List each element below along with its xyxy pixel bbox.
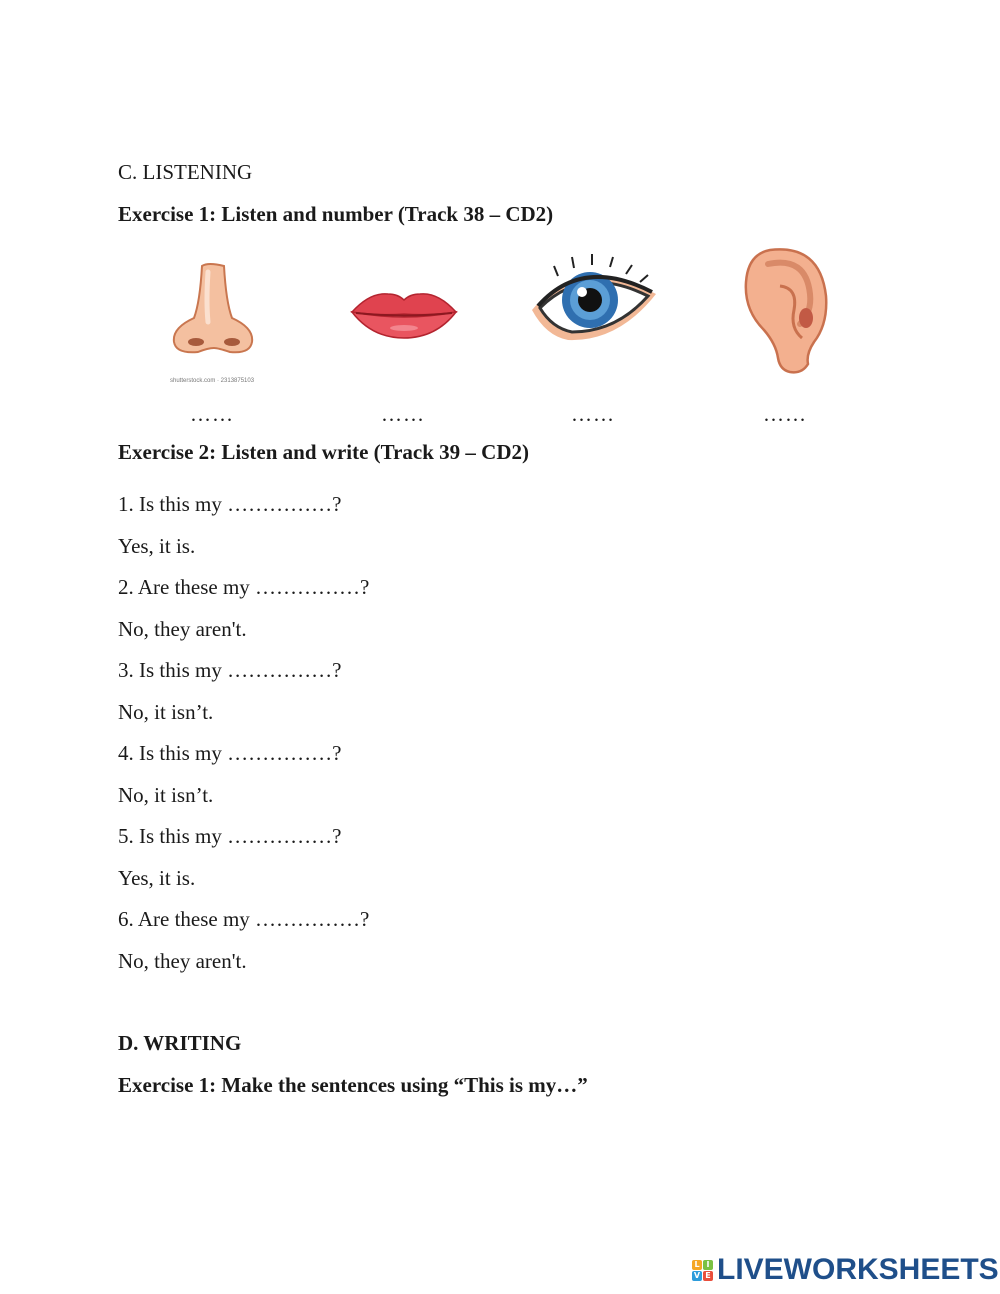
image-credit: shutterstock.com · 2313875103 xyxy=(170,378,255,384)
answer-1: Yes, it is. xyxy=(118,534,196,558)
logo-block-i: I xyxy=(703,1260,713,1270)
question-2[interactable]: 2. Are these my ……………? xyxy=(118,575,370,599)
answer-2: No, they aren't. xyxy=(118,617,247,641)
question-1[interactable]: 1. Is this my ……………? xyxy=(118,492,342,516)
blank-1[interactable]: …… xyxy=(190,402,234,426)
eye-icon xyxy=(528,250,662,346)
section-c-title: C. LISTENING xyxy=(118,160,253,184)
answer-6: No, they aren't. xyxy=(118,949,247,973)
answer-4: No, it isn’t. xyxy=(118,783,214,807)
answer-3: No, it isn’t. xyxy=(118,700,214,724)
exercise-1-title: Exercise 1: Listen and number (Track 38 – CD2) xyxy=(118,202,554,226)
logo-block-e: E xyxy=(703,1271,713,1281)
logo-block-l: L xyxy=(692,1260,702,1270)
exercise-2-title: Exercise 2: Listen and write (Track 39 – CD2) xyxy=(118,440,529,464)
lips-icon xyxy=(350,288,458,340)
blank-4[interactable]: …… xyxy=(763,402,807,426)
question-3[interactable]: 3. Is this my ……………? xyxy=(118,658,342,682)
liveworksheets-logo[interactable] xyxy=(692,1252,999,1288)
ear-icon xyxy=(740,246,830,376)
writing-exercise-1-title: Exercise 1: Make the sentences using “This is my…” xyxy=(118,1073,588,1097)
nose-icon xyxy=(168,262,260,358)
logo-text: LIVEWORKSHEETS xyxy=(717,1253,999,1286)
section-d-title: D. WRITING xyxy=(118,1031,242,1055)
blank-3[interactable]: …… xyxy=(571,402,615,426)
logo-block-v: V xyxy=(693,1270,701,1280)
question-6[interactable]: 6. Are these my ……………? xyxy=(118,907,370,931)
blank-2[interactable]: …… xyxy=(381,402,425,426)
answer-5: Yes, it is. xyxy=(118,866,196,890)
question-4[interactable]: 4. Is this my ……………? xyxy=(118,741,342,765)
logo-blocks-icon xyxy=(692,1260,713,1281)
question-5[interactable]: 5. Is this my ……………? xyxy=(118,824,342,848)
